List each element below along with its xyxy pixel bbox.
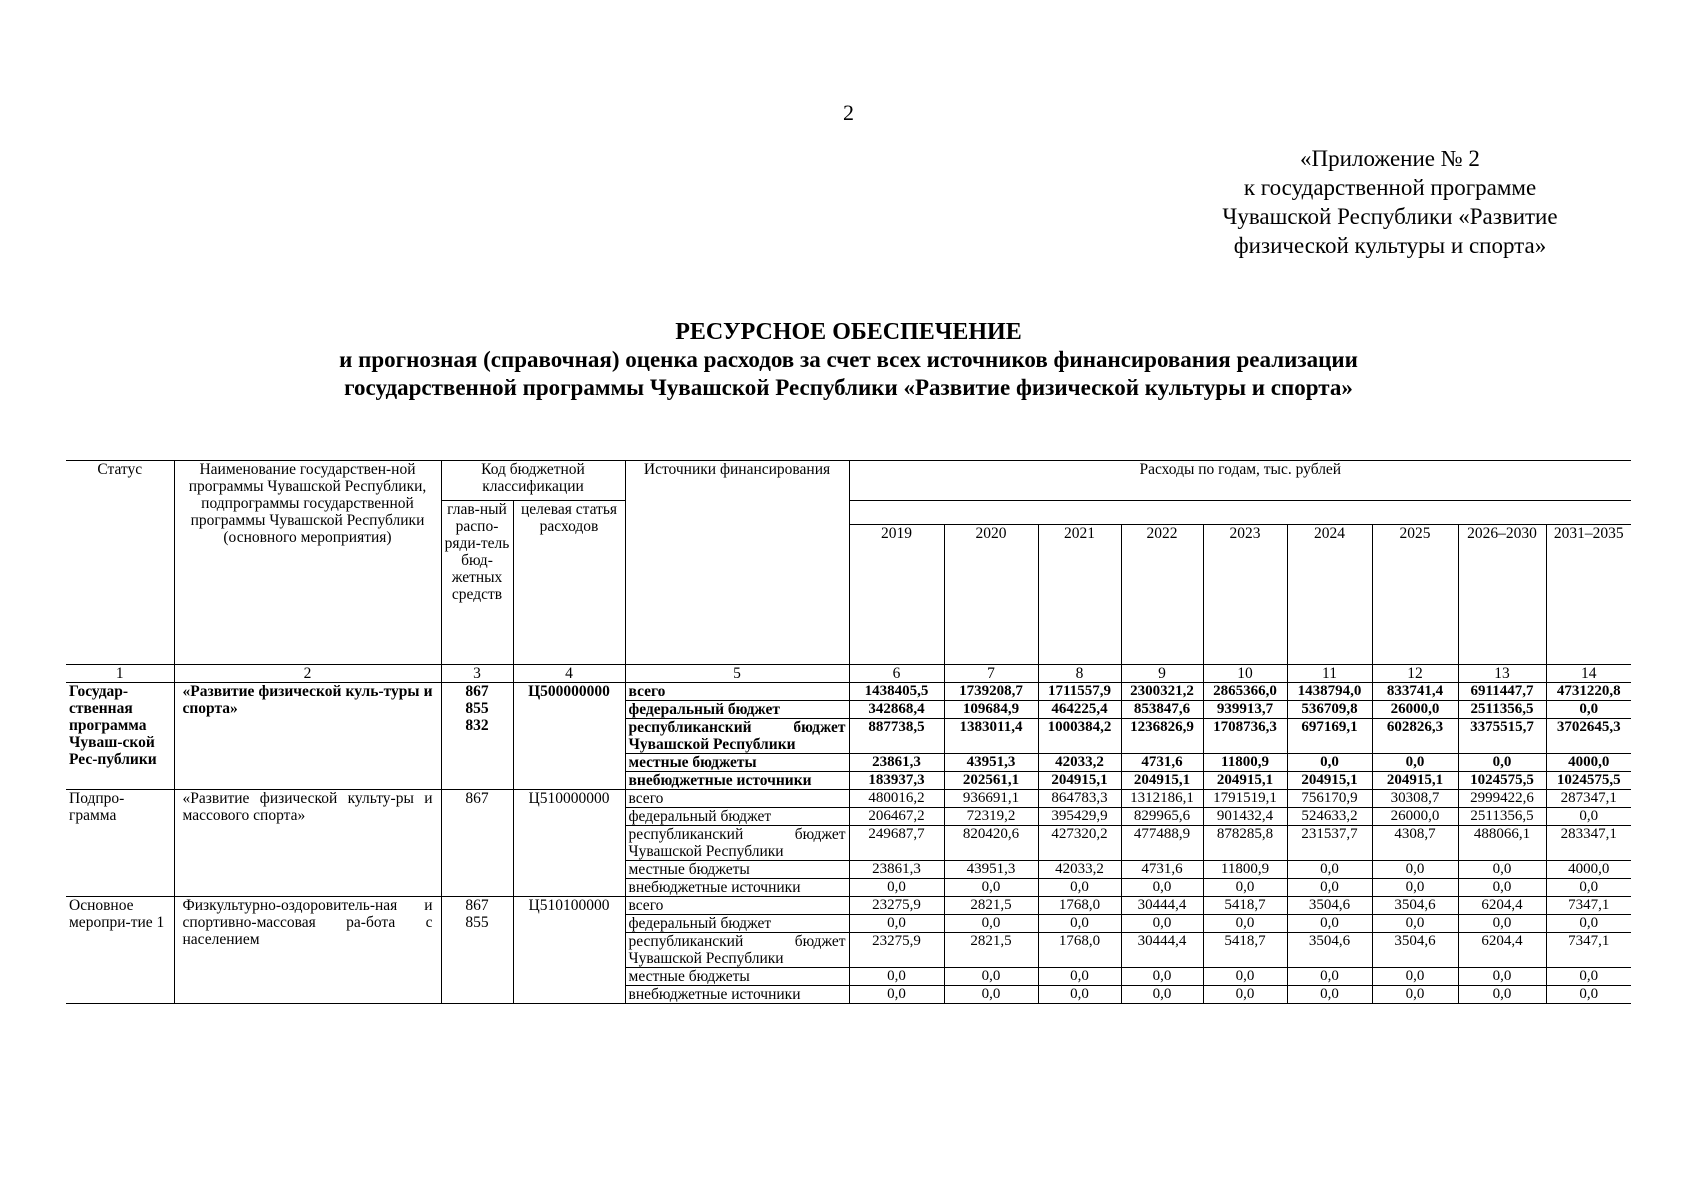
funding-source-cell: всего: [625, 683, 849, 701]
expense-value-cell: 2300321,2: [1121, 683, 1203, 701]
header-sources: Источники финансирования: [625, 461, 849, 665]
expense-value-cell: 204915,1: [1038, 772, 1121, 790]
expense-value-cell: 1024575,5: [1546, 772, 1631, 790]
expense-value-cell: 697169,1: [1287, 719, 1372, 754]
grbs-code: 867: [465, 683, 489, 700]
column-number: 12: [1372, 665, 1458, 683]
expense-value-cell: 2865366,0: [1203, 683, 1287, 701]
expense-value-cell: 43951,3: [944, 861, 1038, 879]
expense-value-cell: 11800,9: [1203, 861, 1287, 879]
appendix-line: физической культуры и спорта»: [1233, 233, 1547, 258]
expense-value-cell: 756170,9: [1287, 790, 1372, 808]
expense-value-cell: 0,0: [1458, 754, 1546, 772]
column-number: 2: [174, 665, 441, 683]
expense-value-cell: 0,0: [1203, 968, 1287, 986]
grbs-cell: [441, 683, 513, 790]
expense-value-cell: 0,0: [1458, 915, 1546, 933]
appendix-line: к государственной программе: [1243, 175, 1537, 200]
expense-value-cell: 0,0: [1287, 968, 1372, 986]
expense-value-cell: 3504,6: [1287, 933, 1372, 968]
expense-value-cell: 0,0: [1038, 915, 1121, 933]
funding-source-cell: всего: [625, 790, 849, 808]
expense-value-cell: 0,0: [1287, 986, 1372, 1004]
expense-value-cell: 202561,1: [944, 772, 1038, 790]
expense-value-cell: 0,0: [1372, 986, 1458, 1004]
expense-value-cell: 887738,5: [849, 719, 944, 754]
expense-value-cell: 0,0: [1121, 879, 1203, 897]
expense-value-cell: 536709,8: [1287, 701, 1372, 719]
expense-value-cell: 204915,1: [1372, 772, 1458, 790]
expense-value-cell: 4308,7: [1372, 826, 1458, 861]
expense-value-cell: 0,0: [1203, 879, 1287, 897]
expense-value-cell: 23275,9: [849, 897, 944, 915]
expense-value-cell: 3504,6: [1372, 933, 1458, 968]
header-code: Код бюджетной классификации: [441, 461, 625, 501]
column-number: 13: [1458, 665, 1546, 683]
expense-value-cell: 0,0: [1372, 968, 1458, 986]
expense-value-cell: 878285,8: [1203, 826, 1287, 861]
expense-value-cell: 0,0: [1546, 701, 1631, 719]
expense-value-cell: 4731,6: [1121, 754, 1203, 772]
expense-value-cell: 23861,3: [849, 861, 944, 879]
status-cell: Основное меропри-тие 1: [66, 897, 174, 1004]
expense-value-cell: 4000,0: [1546, 754, 1631, 772]
expense-value-cell: 30444,4: [1121, 933, 1203, 968]
target-article-cell: Ц500000000: [513, 683, 625, 790]
column-number-row: [66, 665, 1631, 683]
funding-source-cell: федеральный бюджет: [625, 915, 849, 933]
appendix-line: Чувашской Республики «Развитие: [1222, 204, 1558, 229]
column-number: 4: [513, 665, 625, 683]
expense-value-cell: 0,0: [1287, 754, 1372, 772]
expense-value-cell: 1768,0: [1038, 897, 1121, 915]
header-year: 2024: [1287, 525, 1372, 665]
expense-value-cell: 26000,0: [1372, 701, 1458, 719]
expense-value-cell: 464225,4: [1038, 701, 1121, 719]
expense-value-cell: 0,0: [1546, 879, 1631, 897]
expense-value-cell: 901432,4: [1203, 808, 1287, 826]
expense-value-cell: 1708736,3: [1203, 719, 1287, 754]
header-name: Наименование государствен-ной программы Чувашской Республики, подпрограммы государственной программы Чувашской Республики (основного мероприятия): [174, 461, 441, 665]
header-year: 2019: [849, 525, 944, 665]
expense-value-cell: 0,0: [1372, 915, 1458, 933]
expense-value-cell: 1739208,7: [944, 683, 1038, 701]
expense-value-cell: 1438794,0: [1287, 683, 1372, 701]
expense-value-cell: 0,0: [1121, 986, 1203, 1004]
budget-table: [66, 460, 1631, 1004]
expense-value-cell: 0,0: [1546, 915, 1631, 933]
expense-value-cell: 524633,2: [1287, 808, 1372, 826]
status-cell: Государ-ственная программа Чуваш-ской Рес-публики: [66, 683, 174, 790]
expense-value-cell: 1312186,1: [1121, 790, 1203, 808]
expense-value-cell: 0,0: [1203, 986, 1287, 1004]
header-year: 2021: [1038, 525, 1121, 665]
expense-value-cell: 602826,3: [1372, 719, 1458, 754]
expense-value-cell: 0,0: [1287, 861, 1372, 879]
expense-value-cell: 0,0: [1203, 915, 1287, 933]
funding-source-cell: внебюджетные источники: [625, 986, 849, 1004]
expense-value-cell: 231537,7: [1287, 826, 1372, 861]
expense-value-cell: 6911447,7: [1458, 683, 1546, 701]
expense-value-cell: 0,0: [1372, 861, 1458, 879]
expense-value-cell: 939913,7: [1203, 701, 1287, 719]
title-line-1: РЕСУРСНОЕ ОБЕСПЕЧЕНИЕ: [675, 319, 1022, 345]
program-name-cell: «Развитие физической куль-туры и спорта»: [174, 683, 441, 790]
expense-value-cell: 3702645,3: [1546, 719, 1631, 754]
expense-value-cell: 23275,9: [849, 933, 944, 968]
table-row: [66, 683, 1631, 701]
program-name-cell: «Развитие физической культу-ры и массового спорта»: [174, 790, 441, 897]
expense-value-cell: 2999422,6: [1458, 790, 1546, 808]
expense-value-cell: 0,0: [944, 968, 1038, 986]
header-expenses: Расходы по годам, тыс. рублей: [849, 461, 1631, 501]
expense-value-cell: 30308,7: [1372, 790, 1458, 808]
funding-source-cell: республиканский бюджет Чувашской Республики: [625, 826, 849, 861]
funding-source-cell: федеральный бюджет: [625, 808, 849, 826]
expense-value-cell: 0,0: [944, 915, 1038, 933]
grbs-code: 855: [465, 914, 489, 931]
expense-value-cell: 853847,6: [1121, 701, 1203, 719]
expense-value-cell: 2821,5: [944, 933, 1038, 968]
expense-value-cell: 1024575,5: [1458, 772, 1546, 790]
expense-value-cell: 30444,4: [1121, 897, 1203, 915]
expense-value-cell: 2511356,5: [1458, 701, 1546, 719]
header-year: 2022: [1121, 525, 1203, 665]
table-body: [66, 665, 1631, 1004]
column-number: 6: [849, 665, 944, 683]
expense-value-cell: 488066,1: [1458, 826, 1546, 861]
expense-value-cell: 0,0: [1287, 915, 1372, 933]
expense-value-cell: 477488,9: [1121, 826, 1203, 861]
expense-value-cell: 342868,4: [849, 701, 944, 719]
table-row: [66, 790, 1631, 808]
expense-value-cell: 4000,0: [1546, 861, 1631, 879]
expense-value-cell: 0,0: [1121, 968, 1203, 986]
expense-value-cell: 0,0: [849, 915, 944, 933]
column-number: 11: [1287, 665, 1372, 683]
table-row: [66, 897, 1631, 915]
title-line-3: государственной программы Чувашской Республики «Развитие физической культуры и спорта»: [344, 375, 1353, 400]
column-number: 7: [944, 665, 1038, 683]
expense-value-cell: 3375515,7: [1458, 719, 1546, 754]
expense-value-cell: 0,0: [1372, 879, 1458, 897]
funding-source-cell: федеральный бюджет: [625, 701, 849, 719]
header-year: 2020: [944, 525, 1038, 665]
expense-value-cell: 0,0: [944, 879, 1038, 897]
expense-value-cell: 864783,3: [1038, 790, 1121, 808]
expense-value-cell: 1000384,2: [1038, 719, 1121, 754]
grbs-code: 867: [465, 790, 489, 807]
expense-value-cell: 6204,4: [1458, 933, 1546, 968]
expense-value-cell: 0,0: [1458, 968, 1546, 986]
expense-value-cell: 0,0: [1038, 968, 1121, 986]
column-number: 8: [1038, 665, 1121, 683]
header-year: 2023: [1203, 525, 1287, 665]
funding-source-cell: республиканский бюджет Чувашской Республики: [625, 933, 849, 968]
expense-value-cell: 1791519,1: [1203, 790, 1287, 808]
expense-value-cell: 427320,2: [1038, 826, 1121, 861]
expense-value-cell: 0,0: [1287, 879, 1372, 897]
appendix-note: [1160, 144, 1620, 260]
expense-value-cell: 1383011,4: [944, 719, 1038, 754]
expense-value-cell: 4731220,8: [1546, 683, 1631, 701]
header-grbs: глав-ный распо-ряди-тель бюд-жетных средств: [441, 501, 513, 665]
expense-value-cell: 0,0: [849, 986, 944, 1004]
header-year: 2026–2030: [1458, 525, 1546, 665]
document-title: [0, 318, 1697, 402]
funding-source-cell: местные бюджеты: [625, 861, 849, 879]
expense-value-cell: 204915,1: [1287, 772, 1372, 790]
expense-value-cell: 0,0: [1458, 861, 1546, 879]
expense-value-cell: 1438405,5: [849, 683, 944, 701]
header-status: Статус: [66, 461, 174, 665]
grbs-cell: [441, 790, 513, 897]
expense-value-cell: 5418,7: [1203, 897, 1287, 915]
expense-value-cell: 2821,5: [944, 897, 1038, 915]
expense-value-cell: 0,0: [1546, 808, 1631, 826]
header-years-spacer: [849, 501, 1631, 525]
expense-value-cell: 0,0: [1038, 986, 1121, 1004]
expense-value-cell: 0,0: [944, 986, 1038, 1004]
expense-value-cell: 0,0: [1546, 968, 1631, 986]
expense-value-cell: 183937,3: [849, 772, 944, 790]
expense-value-cell: 206467,2: [849, 808, 944, 826]
column-number: 1: [66, 665, 174, 683]
expense-value-cell: 2511356,5: [1458, 808, 1546, 826]
expense-value-cell: 204915,1: [1121, 772, 1203, 790]
funding-source-cell: местные бюджеты: [625, 754, 849, 772]
expense-value-cell: 249687,7: [849, 826, 944, 861]
expense-value-cell: 6204,4: [1458, 897, 1546, 915]
expense-value-cell: 7347,1: [1546, 933, 1631, 968]
grbs-code: 867: [465, 897, 489, 914]
status-cell: Подпро-грамма: [66, 790, 174, 897]
expense-value-cell: 109684,9: [944, 701, 1038, 719]
target-article-cell: Ц510000000: [513, 790, 625, 897]
funding-source-cell: местные бюджеты: [625, 968, 849, 986]
expense-value-cell: 0,0: [1121, 915, 1203, 933]
expense-value-cell: 1711557,9: [1038, 683, 1121, 701]
header-year: 2031–2035: [1546, 525, 1631, 665]
column-number: 9: [1121, 665, 1203, 683]
expense-value-cell: 0,0: [1038, 879, 1121, 897]
appendix-line: «Приложение № 2: [1300, 146, 1480, 171]
expense-value-cell: 480016,2: [849, 790, 944, 808]
expense-value-cell: 11800,9: [1203, 754, 1287, 772]
grbs-code: 855: [465, 700, 489, 717]
expense-value-cell: 26000,0: [1372, 808, 1458, 826]
funding-source-cell: внебюджетные источники: [625, 772, 849, 790]
expense-value-cell: 3504,6: [1287, 897, 1372, 915]
expense-value-cell: 0,0: [1458, 986, 1546, 1004]
expense-value-cell: 936691,1: [944, 790, 1038, 808]
header-csr: целевая статья расходов: [513, 501, 625, 665]
expense-value-cell: 829965,6: [1121, 808, 1203, 826]
expense-value-cell: 395429,9: [1038, 808, 1121, 826]
expense-value-cell: 204915,1: [1203, 772, 1287, 790]
expense-value-cell: 0,0: [1546, 986, 1631, 1004]
expense-value-cell: 833741,4: [1372, 683, 1458, 701]
expense-value-cell: 0,0: [1458, 879, 1546, 897]
column-number: 14: [1546, 665, 1631, 683]
funding-source-cell: республиканский бюджет Чувашской Республики: [625, 719, 849, 754]
grbs-cell: [441, 897, 513, 1004]
expense-value-cell: 820420,6: [944, 826, 1038, 861]
funding-source-cell: внебюджетные источники: [625, 879, 849, 897]
expense-value-cell: 42033,2: [1038, 754, 1121, 772]
title-line-2: и прогнозная (справочная) оценка расходов за счет всех источников финансирования реализации: [339, 347, 1358, 372]
expense-value-cell: 283347,1: [1546, 826, 1631, 861]
expense-value-cell: 43951,3: [944, 754, 1038, 772]
expense-value-cell: 287347,1: [1546, 790, 1631, 808]
expense-value-cell: 23861,3: [849, 754, 944, 772]
funding-source-cell: всего: [625, 897, 849, 915]
column-number: 3: [441, 665, 513, 683]
expense-value-cell: 1236826,9: [1121, 719, 1203, 754]
expense-value-cell: 0,0: [1372, 754, 1458, 772]
grbs-code: 832: [465, 717, 489, 734]
expense-value-cell: 42033,2: [1038, 861, 1121, 879]
column-number: 10: [1203, 665, 1287, 683]
header-year: 2025: [1372, 525, 1458, 665]
page-number: 2: [843, 100, 854, 125]
program-name-cell: Физкультурно-оздоровитель-ная и спортивно-массовая ра-бота с населением: [174, 897, 441, 1004]
expense-value-cell: 7347,1: [1546, 897, 1631, 915]
expense-value-cell: 0,0: [849, 968, 944, 986]
expense-value-cell: 5418,7: [1203, 933, 1287, 968]
expense-value-cell: 72319,2: [944, 808, 1038, 826]
column-number: 5: [625, 665, 849, 683]
expense-value-cell: 3504,6: [1372, 897, 1458, 915]
expense-value-cell: 4731,6: [1121, 861, 1203, 879]
target-article-cell: Ц510100000: [513, 897, 625, 1004]
expense-value-cell: 0,0: [849, 879, 944, 897]
expense-value-cell: 1768,0: [1038, 933, 1121, 968]
